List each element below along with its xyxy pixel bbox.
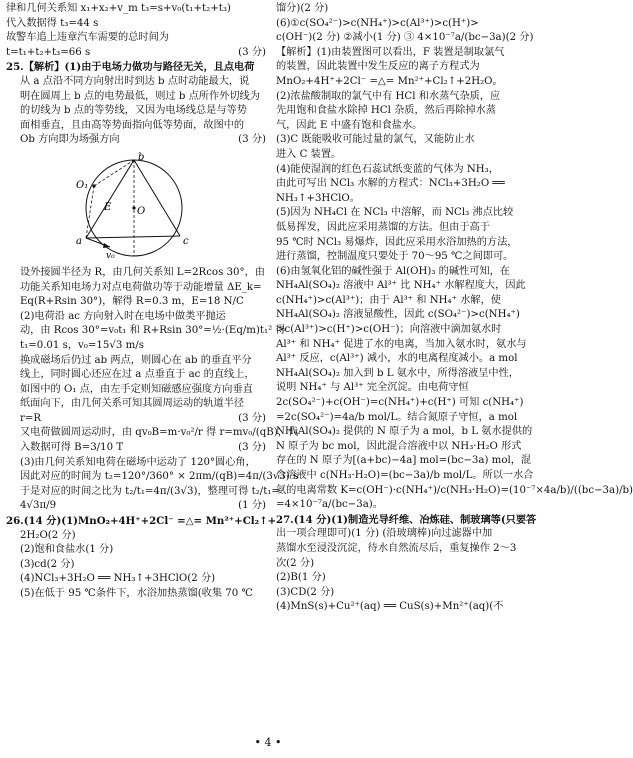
- text-line: 明在圆周上 b 点的电势最低，则过 b 点所作外切线为: [20, 90, 260, 102]
- q26-heading: 26.(14 分)(1)MnO₂+4H⁺+2Cl⁻ =△= Mn²⁺+Cl₂↑+: [6, 515, 277, 528]
- text-line: NH₄Al(SO₄)₂ 提供的 N 原子为 a mol，b L 氨水提供的: [276, 426, 533, 438]
- text-line: 因此对应的时间为 t₂=120°/360° × 2πm/(qB)=4π/(3√3) s: [20, 471, 299, 483]
- text-line: NH₄Al(SO₄)₂ 溶液显酸性，因此 c(SO₄²⁻)>c(NH₄⁺): [276, 309, 520, 321]
- label-v0: v₀: [106, 250, 115, 261]
- text-line: NH₃↑+3HClO。: [276, 192, 360, 204]
- text-line: 进入 C 装置。: [276, 148, 342, 160]
- text-line: NH₄Al(SO₄)₂ 溶液中 Al³⁺ 比 NH₄⁺ 水解程度大，因此: [276, 280, 526, 292]
- text-line: 说明 NH₄⁺ 与 Al³⁺ 完全沉淀。由电荷守恒: [276, 382, 469, 394]
- text-line: (2)B(1 分): [276, 572, 326, 584]
- score: (3 分): [238, 442, 266, 454]
- text-line: =2c(SO₄²⁻)=4a/b mol/L。结合氮原子守恒，a mol: [276, 411, 518, 423]
- text-line: 故警车追上违章汽车需要的总时间为: [6, 32, 169, 44]
- text-line: Eq(R+Rsin 30°)，解得 R=0.3 m，E=18 N/C: [20, 296, 244, 308]
- text-line: 纸面向下，由几何关系可知其圆周运动的轨道半径: [20, 398, 245, 410]
- score-row: [6, 441, 266, 456]
- text-line: (3)cd(2 分): [20, 558, 75, 570]
- text-line: >c(Al³⁺)>c(H⁺)>c(OH⁻)；向溶液中滴加氨水时: [276, 324, 502, 336]
- text-line: (3)由几何关系知电荷在磁场中运动了 120°圆心角，: [20, 456, 256, 468]
- text-line: Al³⁺ 和 NH₄⁺ 促进了水的电离，当加入氨水时，氨水与: [276, 338, 527, 350]
- text-line: 面相垂直，且由高等势面指向低等势面，故图中的: [20, 119, 245, 131]
- text-line: (4)NCl₃+3H₂O ══ NH₃↑+3HClO(2 分): [20, 573, 216, 585]
- text-line: (6)由氢氧化铝的碱性强于 Al(OH)₃ 的碱性可知，在: [276, 265, 510, 277]
- text-line: (2)饱和食盐水(1 分): [20, 544, 114, 556]
- score: (1 分): [238, 500, 266, 512]
- text-line: 又电荷做圆周运动时，由 qv₀B=m·v₀²/r 得 r=mv₀/(qB)，代: [20, 427, 299, 439]
- text-line: 存在的 N 原子为[(a+bc)−4a] mol=(bc−3a) mol，混: [276, 455, 532, 467]
- text-line: (3)C 既能吸收可能过量的氯气，又能防止水: [276, 134, 475, 146]
- score-row: [6, 499, 266, 514]
- label-b: b: [138, 151, 145, 163]
- text-line: 低易挥发，因此应采用蒸馏的方法。但由于高于: [276, 221, 490, 233]
- text-line: 馏分)(2 分): [276, 3, 329, 14]
- text-line: Al³⁺ 反应，c(Al³⁺) 减小，水的电离程度减小。a mol: [276, 353, 518, 365]
- text-line: 如图中的 O₁ 点，由左手定则知磁感应强度方向垂直: [20, 383, 253, 395]
- text-line: (5)在低于 95 ℃条件下，水浴加热蒸馏(收集 70 ℃: [20, 588, 253, 599]
- text-line: 于是对应的时间之比为 t₂/t₁=4π/(3√3)，整理可得 t₂/t₁=: [20, 485, 280, 497]
- text-line: (4)能使湿润的红色石蕊试纸变蓝的气体为 NH₃，: [276, 163, 499, 175]
- page-number: • 4 •: [254, 736, 282, 749]
- text-line: 设外接圆半径为 R，由几何关系知 L=2Rcos 30°，由: [20, 266, 265, 278]
- text-line: MnO₂+4H⁺+2Cl⁻ =△= Mn²⁺+Cl₂↑+2H₂O。: [276, 75, 503, 87]
- q27-heading: 27.(14 分)(1)制造光导纤维、冶炼硅、制玻璃等(只要答: [276, 513, 537, 526]
- text-line: N 原子为 bc mol，因此混合溶液中以 NH₃·H₂O 形式: [276, 440, 522, 452]
- text-line: 2H₂O(2 分): [20, 529, 76, 541]
- text-line: (4)MnS(s)+Cu²⁺(aq) ══ CuS(s)+Mn²⁺(aq)(不: [276, 601, 504, 613]
- text-line: 从 a 点沿不同方向射出时到达 b 点时动能最大，说: [20, 75, 250, 87]
- text-line: 2c(SO₄²⁻)+c(OH⁻)=c(NH₄⁺)+c(H⁺) 可知 c(NH₄⁺): [276, 397, 524, 409]
- text-line: t₁=0.01 s，v₀=15√3 m/s: [20, 339, 144, 351]
- text-line: 的装置，因此装置中发生反应的离子方程式为: [276, 61, 480, 73]
- score-row: [6, 412, 266, 427]
- analysis-heading: 【解析】(1)由装置图可以看出，F 装置是制取氯气: [276, 46, 505, 58]
- text-line: (5)因为 NH₄Cl 在 NCl₃ 中溶解，而 NCl₃ 沸点比较: [276, 207, 514, 219]
- text-line: (2)电荷沿 ac 方向射入时在电场中做类平抛运: [20, 310, 226, 322]
- q25-heading: 25.【解析】(1)由于电场力做功与路径无关，且点电荷: [6, 61, 255, 74]
- label-a: a: [76, 235, 82, 247]
- text-line: NH₄Al(SO₄)₂ 加入到 b L 氨水中，所得溶液呈中性，: [276, 367, 519, 379]
- text-line: c(OH⁻)(2 分) ②减小(1 分) ③ 4×10⁻⁷a/(bc−3a)(2 分): [276, 32, 534, 44]
- text-line: 律和几何关系知 x₁+x₂+v_m t₃=s+v₀(t₁+t₂+t₃): [6, 3, 231, 14]
- right-column: [276, 2, 633, 615]
- score: (3 分): [238, 46, 266, 58]
- text-line: 氨的电离常数 K=c(OH⁻)·c(NH₄⁺)/c(NH₃·H₂O)=(10⁻⁷×4a/b)/((bc−3a)/b): [276, 484, 633, 496]
- score-row: [6, 46, 266, 61]
- text-line: 95 ℃时 NCl₃ 易爆炸，因此应采用水浴加热的方法，: [276, 236, 518, 248]
- text-line: 气，因此 E 中盛有饱和食盐水。: [276, 119, 423, 131]
- text-line: 的切线为 b 点的等势线，又因为电场线总是与等势: [20, 105, 247, 117]
- text-line: (2)浓盐酸制取的氯气中有 HCl 和水蒸气杂质，应: [276, 90, 501, 102]
- label-o1: O₁: [76, 179, 89, 191]
- text-line: 4√3π/9: [20, 500, 57, 512]
- text-line: c(NH₄⁺)>c(Al³⁺)；由于 Al³⁺ 和 NH₄⁺ 水解，使: [276, 294, 501, 306]
- score-row: [6, 133, 266, 148]
- text-line: =4×10⁻⁷a/(bc−3a)。: [276, 499, 383, 511]
- text-line: 动，由 Rcos 30°=v₀t₁ 和 R+Rsin 30°=½·(Eq/m)t₁² 得: [20, 325, 286, 337]
- text-line: 出一项合理即可)(1 分) (沿玻璃棒)向过滤器中加: [276, 528, 493, 540]
- text-line: 由此可写出 NCl₃ 水解的方程式：NCl₃+3H₂O ══: [276, 178, 505, 190]
- text-line: 先用饱和食盐水除掉 HCl 杂质，然后再除掉水蒸: [276, 105, 496, 117]
- text-line: 功能关系知电场力对点电荷做功等于动能增量 ΔE_k=: [20, 281, 262, 293]
- text-line: Ob 方向即为场强方向: [20, 134, 120, 146]
- field-diagram: [46, 152, 216, 262]
- text-line: 合溶液中 c(NH₃·H₂O)=(bc−3a)/b mol/L。所以一水合: [276, 470, 534, 481]
- text-line: 次(2 分): [276, 557, 315, 569]
- label-c: c: [183, 235, 189, 247]
- label-o: O: [137, 205, 146, 217]
- text-line: 蒸馏水至浸没沉淀，待水自然流尽后，重复操作 2～3: [276, 542, 517, 554]
- score: (3 分): [238, 412, 266, 424]
- text-line: 代入数据得 t₃=44 s: [6, 17, 99, 29]
- text-line: r=R: [20, 412, 42, 424]
- text-line: 进行蒸馏，控制温度只要处于 70～95 ℃之间即可。: [276, 251, 514, 263]
- label-e: E: [104, 201, 112, 213]
- text-line: (6)①c(SO₄²⁻)>c(NH₄⁺)>c(Al³⁺)>c(H⁺)>: [276, 17, 479, 29]
- text-line: 线上，同时圆心还应在过 a 点垂直于 ac 的直线上，: [20, 369, 255, 381]
- score: (3 分): [238, 134, 266, 146]
- text-line: 入数据可得 B=3/10 T: [20, 442, 124, 454]
- text-line: 换成磁场后仍过 ab 两点，则圆心在 ab 的垂直平分: [20, 354, 252, 366]
- text-line: t=t₁+t₂+t₃=66 s: [6, 46, 91, 58]
- text-line: (3)CD(2 分): [276, 586, 335, 598]
